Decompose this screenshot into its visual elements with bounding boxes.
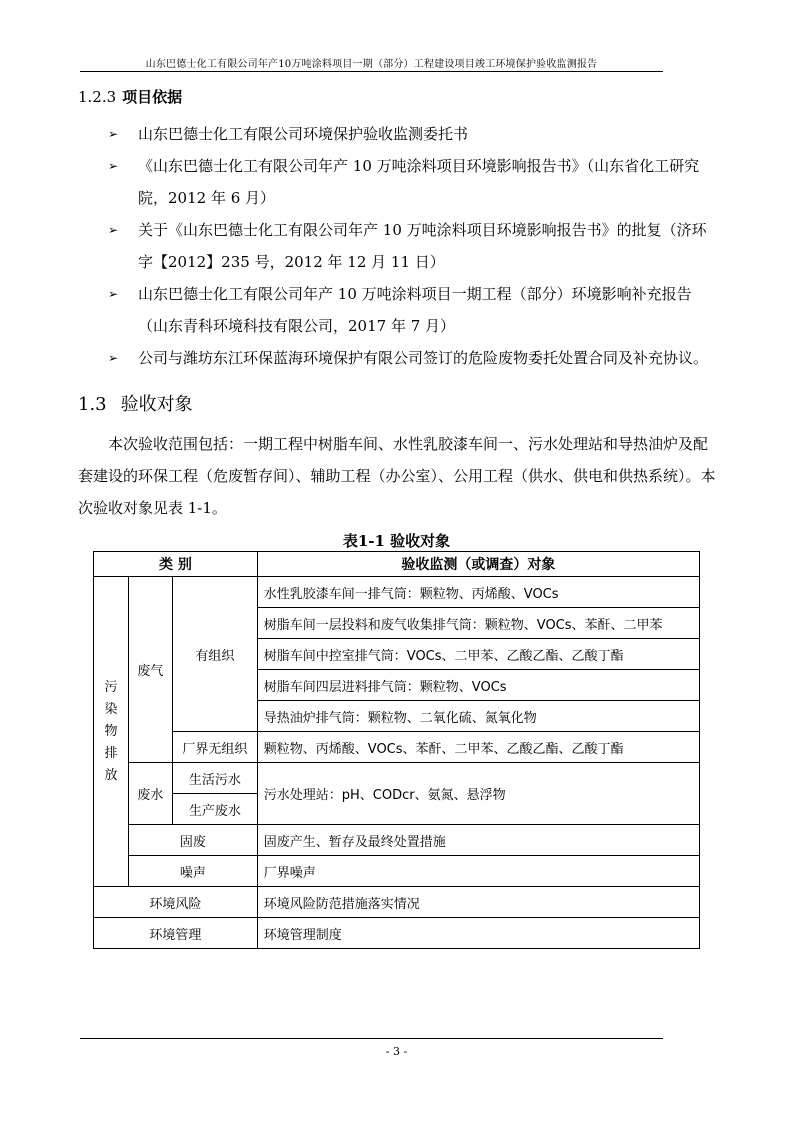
production-wastewater-cell: 生产废水	[172, 794, 257, 825]
noise-cell: 噪声	[128, 856, 257, 887]
waste-gas-cell: 废气	[128, 577, 172, 763]
header-rule	[80, 71, 663, 72]
section-number: 1.2.3	[78, 88, 117, 106]
object-cell: 厂界噪声	[257, 856, 699, 887]
object-cell: 导热油炉排气筒：颗粒物、二氧化硫、氮氧化物	[257, 701, 699, 732]
arrow-bullet-icon: ➢	[108, 159, 119, 173]
domestic-sewage-cell: 生活污水	[172, 763, 257, 794]
table-row	[94, 577, 700, 608]
arrow-bullet-icon: ➢	[108, 287, 119, 301]
footer-rule	[80, 1038, 663, 1039]
object-cell: 树脂车间四层进料排气筒：颗粒物、VOCs	[257, 670, 699, 701]
page-number: - 3 -	[385, 1045, 408, 1058]
section-heading-1-2-3	[78, 86, 182, 107]
acceptance-object-table	[93, 551, 700, 949]
object-cell: 水性乳胶漆车间一排气筒：颗粒物、丙烯酸、VOCs	[257, 577, 699, 608]
scope-paragraph: 本次验收范围包括：一期工程中树脂车间、水性乳胶漆车间一、污水处理站和导热油炉及配套建设的环保工程（危废暂存间）、辅助工程（办公室）、公用工程（供水、供电和供热系统）。本次验收对象见表 1-1。	[78, 435, 716, 517]
list-item: ➢ 《山东巴德士化工有限公司年产 10 万吨涂料项目环境影响报告书》（山东省化工研究院，2012 年 6 月）	[108, 150, 718, 214]
arrow-bullet-icon: ➢	[108, 223, 119, 237]
header-object: 验收监测（或调查）对象	[257, 552, 699, 577]
list-item: ➢ 山东巴德士化工有限公司环境保护验收监测委托书	[108, 118, 718, 150]
section-number: 1.3	[78, 394, 107, 415]
section-title: 项目依据	[122, 88, 183, 106]
object-cell: 污水处理站：pH、CODcr、氨氮、悬浮物	[257, 763, 699, 825]
object-cell: 树脂车间中控室排气筒：VOCs、二甲苯、乙酸乙酯、乙酸丁酯	[257, 639, 699, 670]
fugitive-cell: 厂界无组织	[172, 732, 257, 763]
object-cell: 环境风险防范措施落实情况	[257, 887, 699, 918]
env-mgmt-cell: 环境管理	[94, 918, 258, 949]
env-risk-cell: 环境风险	[94, 887, 258, 918]
table-row	[94, 918, 700, 949]
basis-list	[108, 118, 718, 374]
header-category: 类 别	[94, 552, 258, 577]
section-heading-1-3	[78, 390, 193, 416]
list-item: ➢ 公司与潍坊东江环保蓝海环境保护有限公司签订的危险废物委托处置合同及补充协议。	[108, 342, 718, 374]
organized-cell: 有组织	[172, 577, 257, 732]
object-cell: 颗粒物、丙烯酸、VOCs、苯酐、二甲苯、乙酸乙酯、乙酸丁酯	[257, 732, 699, 763]
arrow-bullet-icon: ➢	[108, 351, 119, 365]
object-cell: 固废产生、暂存及最终处置措施	[257, 825, 699, 856]
table-row	[94, 887, 700, 918]
table-caption: 表1-1 验收对象	[342, 532, 451, 550]
table-row	[94, 732, 700, 763]
object-cell: 树脂车间一层投料和废气收集排气筒：颗粒物、VOCs、苯酐、二甲苯	[257, 608, 699, 639]
table-row	[94, 763, 700, 794]
table-row	[94, 825, 700, 856]
group-pollutant-cell: 污染物排放	[94, 577, 129, 887]
solid-waste-cell: 固废	[128, 825, 257, 856]
running-header: 山东巴德士化工有限公司年产10万吨涂料项目一期（部分）工程建设项目竣工环境保护验收监测报告	[145, 59, 598, 70]
table-header-row	[94, 552, 700, 577]
section-title: 验收对象	[120, 394, 193, 415]
list-item: ➢ 关于《山东巴德士化工有限公司年产 10 万吨涂料项目环境影响报告书》的批复（济环字【2012】235 号，2012 年 12 月 11 日）	[108, 214, 718, 278]
object-cell: 环境管理制度	[257, 918, 699, 949]
list-item: ➢ 山东巴德士化工有限公司年产 10 万吨涂料项目一期工程（部分）环境影响补充报告（山东青科环境科技有限公司，2017 年 7 月）	[108, 278, 718, 342]
table-row	[94, 856, 700, 887]
waste-water-cell: 废水	[128, 763, 172, 825]
arrow-bullet-icon: ➢	[108, 127, 119, 141]
